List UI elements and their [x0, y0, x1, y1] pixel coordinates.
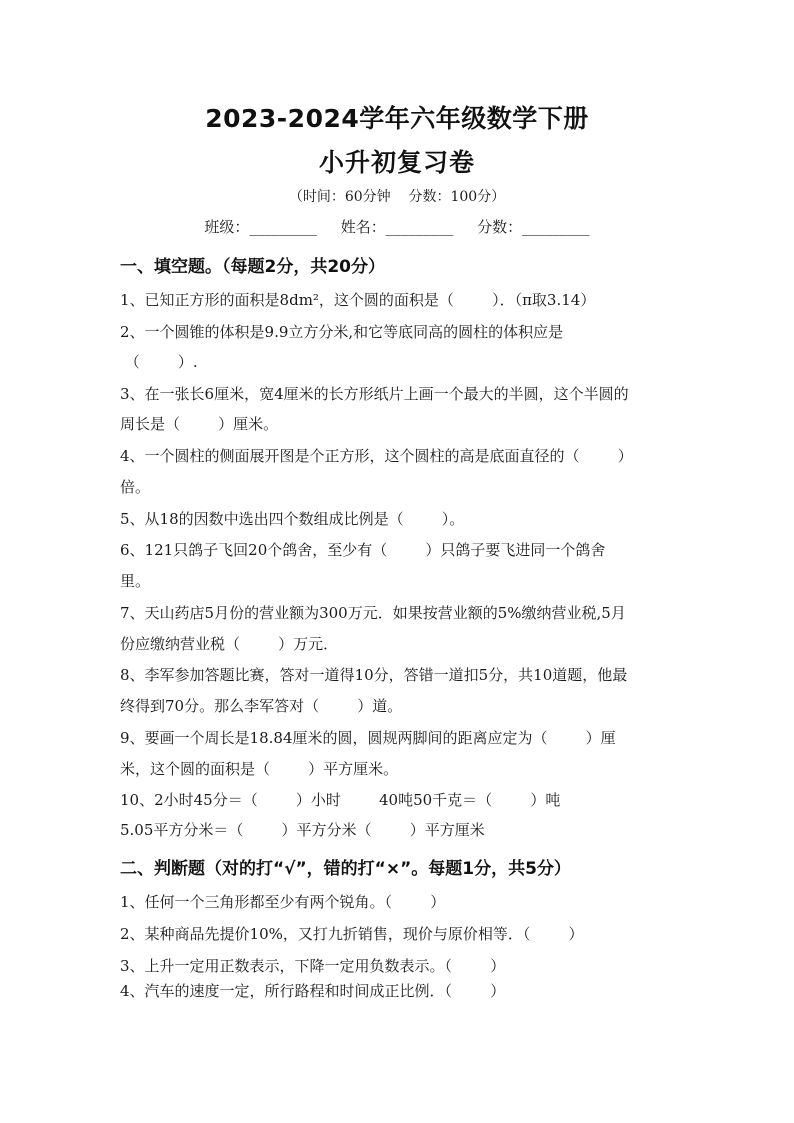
question-line: 1、已知正方形的面积是8dm²，这个圆的面积是（ ）．（π取3.14）	[120, 291, 596, 309]
question-line: 6、121只鸽子飞回20个鸽舍，至少有（ ）只鸽子要飞进同一个鸽舍	[120, 541, 606, 559]
question-line: 倍。	[120, 478, 151, 496]
question-line: 9、要画一个周长是18.84厘米的圆，圆规两脚间的距离应定为（ ）厘	[120, 729, 616, 747]
question-line: 10、2小时45分＝（ ）小时 40吨50千克＝（ ）吨	[120, 791, 561, 809]
question-line: 8、李军参加答题比赛，答对一道得10分，答错一道扣5分，共10道题，他最	[120, 666, 628, 684]
question-line: 4、汽车的速度一定，所行路程和时间成正比例．（ ）	[120, 982, 506, 1000]
question-line: 3、上升一定用正数表示，下降一定用负数表示。（ ）	[120, 957, 506, 975]
exam-meta: （时间：60分钟 分数：100分）	[288, 189, 506, 205]
question-line: 7、天山药店5月份的营业额为300万元．如果按营业额的5%缴纳营业税,5月	[120, 604, 626, 622]
question-line: 3、在一张长6厘米，宽4厘米的长方形纸片上画一个最大的半圆，这个半圆的	[120, 385, 629, 403]
page-subtitle: 小升初复习卷	[318, 148, 475, 177]
student-info-line: 班级：_________ 姓名：_________ 分数：_________	[204, 218, 590, 236]
question-line: 5.05平方分米＝（ ）平方分米（ ）平方厘米	[120, 821, 485, 839]
question-line: 周长是（ ）厘米。	[120, 415, 279, 433]
question-line: 1、任何一个三角形都至少有两个锐角。（ ）	[120, 893, 446, 911]
question-line: 4、一个圆柱的侧面展开图是个正方形，这个圆柱的高是底面直径的（ ）	[120, 447, 633, 465]
question-line: （ ）.	[120, 353, 198, 371]
question-line: 里。	[120, 572, 151, 590]
question-line: 米，这个圆的面积是（ ）平方厘米。	[120, 760, 399, 778]
question-line: 终得到70分。那么李军答对（ ）道。	[120, 697, 403, 715]
question-line: 2、某种商品先提价10%，又打九折销售，现价与原价相等．（ ）	[120, 925, 584, 943]
section-heading-true-false: 二、判断题（对的打“√”，错的打“×”。每题1分，共5分）	[120, 859, 571, 879]
page-title: 2023-2024学年六年级数学下册	[205, 104, 589, 133]
question-line: 2、一个圆锥的体积是9.9立方分米,和它等底同高的圆柱的体积应是	[120, 323, 564, 341]
section-heading-fill-blank: 一、填空题。（每题2分，共20分）	[120, 257, 385, 277]
question-line: 份应缴纳营业税（ ）万元．	[120, 635, 339, 653]
question-line: 5、从18的因数中选出四个数组成比例是（ ）。	[120, 510, 465, 528]
